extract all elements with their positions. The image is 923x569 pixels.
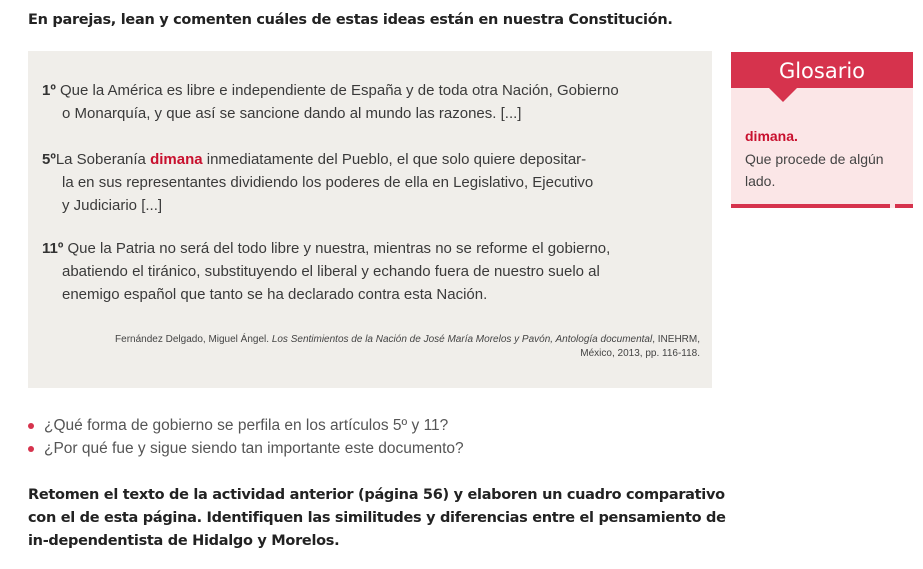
- article-number: 5º: [42, 151, 56, 168]
- source-citation: [100, 333, 700, 361]
- article-text-line: y Judiciario [...]: [62, 197, 163, 214]
- article-5: [42, 148, 702, 217]
- article-1: [42, 79, 702, 125]
- list-item: [28, 414, 728, 437]
- glossary-box: [731, 52, 913, 208]
- question-text: ¿Qué forma de gobierno se perfila en los artículos 5º y 11?: [44, 417, 449, 434]
- list-item: [28, 437, 728, 460]
- citation-author: Fernández Delgado, Miguel Ángel.: [115, 334, 272, 345]
- question-list: [28, 414, 728, 460]
- article-text-line: la en sus representantes dividiendo los poderes de ella en Legislativo, Ejecutivo: [62, 174, 594, 191]
- glossary-divider: [895, 204, 913, 208]
- article-number: 1º: [42, 82, 56, 99]
- article-text: La Soberanía: [55, 151, 151, 168]
- citation-title: Los Sentimientos de la Nación de José María Morelos y Pavón, Antología documental: [271, 334, 653, 345]
- article-text-line: o Monarquía, y que así se sancione dando al mundo las razones. [...]: [62, 105, 522, 122]
- bullet-icon: [28, 423, 34, 429]
- bullet-icon: [28, 446, 34, 452]
- citation-publisher: , INEHRM, México, 2013, pp. 116-118.: [580, 334, 700, 359]
- glossary-term: dimana.: [745, 128, 798, 144]
- activity-task: Retomen el texto de la actividad anterior (página 56) y elaboren un cuadro comparativo con el de esta página. Identifiquen las similitudes y diferencias entre el pensamiento de in-dependentista de Hidalgo y Morelos.: [28, 487, 726, 549]
- article-11: [42, 237, 702, 306]
- glossary-divider: [731, 204, 890, 208]
- glossary-definition: Que procede de algún lado.: [745, 151, 884, 189]
- glossary-keyword: dimana: [150, 151, 203, 168]
- glossary-heading: Glosario: [731, 52, 913, 88]
- article-text-line: abatiendo el tiránico, substituyendo el liberal y echando fuera de nuestro suelo al: [62, 263, 600, 280]
- glossary-pointer: [769, 88, 797, 102]
- activity-instruction: En parejas, lean y comenten cuáles de estas ideas están en nuestra Constitución.: [28, 12, 673, 28]
- article-text: Que la Patria no será del todo libre y nuestra, mientras no se reforme el gobierno,: [63, 240, 611, 257]
- question-text: ¿Por qué fue y sigue siendo tan importante este documento?: [44, 440, 464, 457]
- article-text-line: enemigo español que tanto se ha declarado contra esta Nación.: [62, 286, 488, 303]
- article-number: 11º: [42, 240, 64, 257]
- article-text: Que la América es libre e independiente de España y de toda otra Nación, Gobierno: [55, 82, 619, 99]
- article-text: inmediatamente del Pueblo, el que solo quiere depositar-: [202, 151, 587, 168]
